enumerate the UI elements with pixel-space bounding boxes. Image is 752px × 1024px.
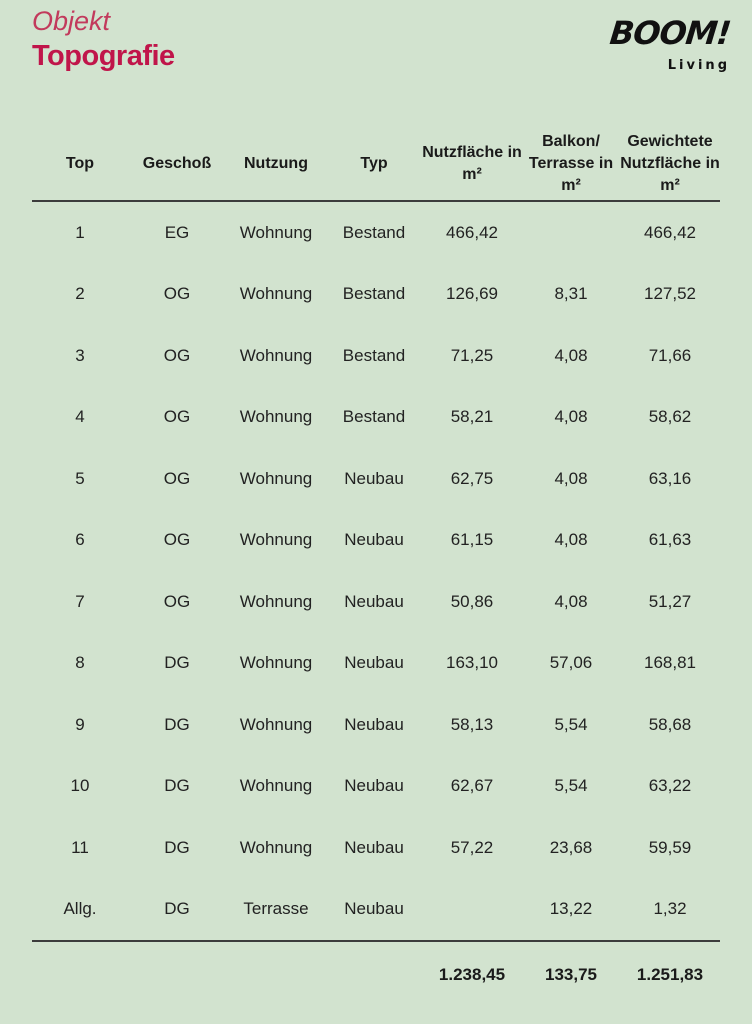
cell-nutzflaeche: 62,75 <box>450 468 494 488</box>
cell-nutzung: Wohnung <box>239 468 313 488</box>
cell-typ: Bestand <box>342 222 406 242</box>
cell-balkon-terrasse: 8,31 <box>554 284 588 304</box>
cell-nutzung: Wohnung <box>239 345 313 365</box>
cell-nutzung: Wohnung <box>239 591 313 611</box>
column-header-gewichtete-nutzflaeche: Gewichtete Nutzfläche in m² <box>620 128 720 201</box>
cell-nutzung: Wohnung <box>239 530 313 550</box>
cell-typ: Neubau <box>344 714 404 734</box>
cell-top: 11 <box>71 837 89 857</box>
cell-balkon-terrasse: 4,08 <box>554 345 588 365</box>
cell-top: 3 <box>75 345 85 365</box>
cell-balkon-terrasse: 57,06 <box>549 653 593 673</box>
cell-nutzflaeche: 71,25 <box>450 345 494 365</box>
table-body <box>32 201 720 941</box>
cell-gewichtete-nutzflaeche: 1,32 <box>620 879 720 942</box>
column-header-nutzung: Nutzung <box>226 128 326 201</box>
cell-typ: Neubau <box>344 591 404 611</box>
table-row <box>32 694 720 756</box>
topography-table <box>32 128 720 1008</box>
cell-geschoss: DG <box>164 714 190 734</box>
cell-geschoss: OG <box>163 407 191 427</box>
logo-subtext: Living <box>667 58 730 73</box>
table-row <box>32 756 720 818</box>
cell-balkon-terrasse: 5,54 <box>554 776 588 796</box>
cell-nutzung: Terrasse <box>226 879 326 942</box>
cell-nutzung: Wohnung <box>239 776 313 796</box>
cell-gewichtete-nutzflaeche: 61,63 <box>648 530 692 550</box>
cell-nutzflaeche: 50,86 <box>450 591 494 611</box>
cell-nutzflaeche: 466,42 <box>446 222 498 242</box>
total-gewichtete-nutzflaeche: 1.251,83 <box>636 965 704 984</box>
table-row <box>32 387 720 449</box>
cell-typ: Bestand <box>342 284 406 304</box>
cell-top: 9 <box>75 714 85 734</box>
cell-top: 5 <box>75 468 85 488</box>
cell-nutzung: Wohnung <box>239 284 313 304</box>
totals-cell <box>128 941 226 1008</box>
cell-balkon-terrasse: 5,54 <box>554 714 588 734</box>
boom-living-logo <box>610 14 736 74</box>
cell-top: 1 <box>75 222 85 242</box>
cell-nutzung: Wohnung <box>239 407 313 427</box>
heading <box>32 4 175 74</box>
cell-geschoss: DG <box>128 879 226 942</box>
cell-geschoss: EG <box>164 222 190 242</box>
cell-nutzflaeche: 163,10 <box>446 653 498 673</box>
logo-wordmark: BOOM! <box>608 14 733 52</box>
cell-gewichtete-nutzflaeche: 63,22 <box>648 776 692 796</box>
cell-typ: Bestand <box>342 407 406 427</box>
cell-geschoss: OG <box>163 530 191 550</box>
cell-top: 7 <box>75 591 85 611</box>
cell-balkon-terrasse: 4,08 <box>554 468 588 488</box>
cell-balkon-terrasse: 4,08 <box>554 407 588 427</box>
cell-geschoss: DG <box>164 837 190 857</box>
cell-gewichtete-nutzflaeche: 58,68 <box>648 714 692 734</box>
cell-geschoss: OG <box>163 284 191 304</box>
cell-nutzung: Wohnung <box>239 837 313 857</box>
cell-geschoss: OG <box>163 345 191 365</box>
table-row <box>32 571 720 633</box>
page-subtitle: Objekt <box>32 6 111 36</box>
column-header-balkon-terrasse: Balkon/ Terrasse in m² <box>522 128 620 201</box>
cell-gewichtete-nutzflaeche: 168,81 <box>644 653 696 673</box>
page-title: Topografie <box>32 40 175 72</box>
cell-nutzflaeche: 58,21 <box>450 407 494 427</box>
total-nutzflaeche: 1.238,45 <box>438 965 506 984</box>
cell-balkon-terrasse: 13,22 <box>522 879 620 942</box>
cell-gewichtete-nutzflaeche: 127,52 <box>644 284 696 304</box>
cell-gewichtete-nutzflaeche: 63,16 <box>648 468 692 488</box>
table-row <box>32 879 720 942</box>
cell-typ: Bestand <box>342 345 406 365</box>
cell-nutzung: Wohnung <box>239 222 313 242</box>
cell-typ: Neubau <box>344 837 404 857</box>
cell-nutzflaeche: 58,13 <box>450 714 494 734</box>
total-balkon-terrasse: 133,75 <box>545 965 597 984</box>
cell-balkon-terrasse <box>522 201 620 264</box>
column-header-nutzflaeche: Nutzfläche in m² <box>422 128 522 201</box>
cell-nutzung: Wohnung <box>239 714 313 734</box>
cell-geschoss: DG <box>164 776 190 796</box>
column-header-typ: Typ <box>326 128 422 201</box>
cell-nutzflaeche: 61,15 <box>450 530 494 550</box>
table-row <box>32 510 720 572</box>
totals-cell <box>226 941 326 1008</box>
cell-typ: Neubau <box>344 530 404 550</box>
cell-gewichtete-nutzflaeche: 51,27 <box>648 591 692 611</box>
totals-row <box>32 941 720 1008</box>
cell-gewichtete-nutzflaeche: 59,59 <box>648 837 692 857</box>
cell-top: 6 <box>75 530 85 550</box>
cell-geschoss: DG <box>164 653 190 673</box>
cell-top: Allg. <box>32 879 128 942</box>
table-row <box>32 817 720 879</box>
cell-geschoss: OG <box>163 468 191 488</box>
table-row <box>32 325 720 387</box>
cell-nutzflaeche: 57,22 <box>450 837 494 857</box>
column-header-top: Top <box>32 128 128 201</box>
cell-top: 2 <box>75 284 85 304</box>
table-row <box>32 633 720 695</box>
totals-cell <box>326 941 422 1008</box>
cell-typ: Neubau <box>326 879 422 942</box>
cell-balkon-terrasse: 4,08 <box>554 530 588 550</box>
table-row <box>32 201 720 264</box>
cell-gewichtete-nutzflaeche: 58,62 <box>648 407 692 427</box>
table-row <box>32 448 720 510</box>
cell-geschoss: OG <box>163 591 191 611</box>
cell-nutzflaeche: 126,69 <box>446 284 498 304</box>
table-header <box>32 128 720 201</box>
cell-top: 8 <box>75 653 85 673</box>
cell-typ: Neubau <box>344 468 404 488</box>
table-row <box>32 264 720 326</box>
cell-nutzflaeche <box>422 879 522 942</box>
cell-nutzflaeche: 62,67 <box>450 776 494 796</box>
cell-gewichtete-nutzflaeche: 466,42 <box>644 222 696 242</box>
totals-cell <box>32 941 128 1008</box>
column-header-geschoss: Geschoß <box>128 128 226 201</box>
cell-gewichtete-nutzflaeche: 71,66 <box>648 345 692 365</box>
cell-balkon-terrasse: 23,68 <box>549 837 593 857</box>
cell-nutzung: Wohnung <box>239 653 313 673</box>
cell-typ: Neubau <box>344 653 404 673</box>
cell-balkon-terrasse: 4,08 <box>554 591 588 611</box>
cell-top: 10 <box>70 776 90 796</box>
cell-top: 4 <box>75 407 85 427</box>
table-footer <box>32 941 720 1008</box>
cell-typ: Neubau <box>344 776 404 796</box>
